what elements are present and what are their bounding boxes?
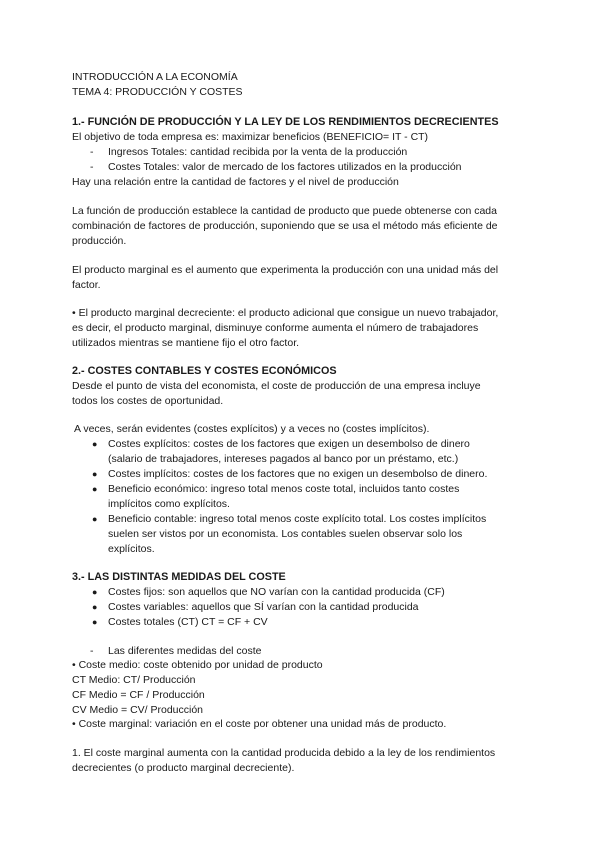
list-item: Costes variables: aquellos que SÍ varían con la cantidad producida [108,601,419,613]
cost-line: CF Medio = CF / Producción [72,689,205,701]
topic-title: TEMA 4: PRODUCCIÓN Y COSTES [72,86,243,98]
bullet-marker: ● [92,469,98,479]
dash-marker: - [90,161,94,173]
section1-heading: 1.- FUNCIÓN DE PRODUCCIÓN Y LA LEY DE LOS RENDIMIENTOS DECRECIENTES [72,116,499,128]
list-item-cont: implícitos como explícitos. [108,498,230,510]
dash-marker: - [90,645,94,657]
paragraph-line: factor. [72,279,101,291]
list-item-cont: suelen ser vistos por un economista. Los contables suelen observar solo los [108,528,463,540]
list-item-cont: explícitos. [108,543,155,555]
visibility-text: A veces, serán evidentes (costes explícitos) y a veces no (costes implícitos). [74,423,430,435]
cost-line: • Coste marginal: variación en el coste por obtener una unidad más de producto. [72,718,447,730]
list-item: Beneficio económico: ingreso total menos coste total, incluidos tanto costes [108,483,460,495]
dash-marker: - [90,146,94,158]
list-item: Beneficio contable: ingreso total menos coste explícito total. Los costes implícitos [108,513,487,525]
paragraph-line: • El producto marginal decreciente: el producto adicional que consigue un nuevo trabajador, [72,307,499,319]
list-item: Costes fijos: son aquellos que NO varían con la cantidad producida (CF) [108,586,445,598]
course-title: INTRODUCCIÓN A LA ECONOMÍA [72,71,238,83]
dash-item-medidas: Las diferentes medidas del coste [108,645,262,657]
cost-line: CV Medio = CV/ Producción [72,704,204,716]
paragraph-line: utilizados mientras se mantiene fijo el otro factor. [72,337,300,349]
bullet-marker: ● [92,514,98,524]
paragraph-line: La función de producción establece la cantidad de producto que puede obtenerse con cada [72,205,497,217]
cost-line: • Coste medio: coste obtenido por unidad de producto [72,659,323,671]
paragraph-line: combinación de factores de producción, suponiendo que se usa el método más eficiente de [72,220,498,232]
section2-heading: 2.- COSTES CONTABLES Y COSTES ECONÓMICOS [72,365,337,377]
objective-text: El objetivo de toda empresa es: maximizar beneficios (BENEFICIO= IT - CT) [72,131,429,143]
list-item: Costes implícitos: costes de los factores que no exigen un desembolso de dinero. [108,468,488,480]
paragraph-line: decrecientes (o producto marginal decreciente). [72,762,295,774]
bullet-marker: ● [92,587,98,597]
list-item: Costes totales (CT) CT = CF + CV [108,616,268,628]
paragraph-line: Desde el punto de vista del economista, el coste de producción de una empresa incluye [72,380,481,392]
list-item: Costes explícitos: costes de los factores que exigen un desembolso de dinero [108,438,470,450]
paragraph-line: El producto marginal es el aumento que experimenta la producción con una unidad más del [72,264,499,276]
bullet-marker: ● [92,439,98,449]
relation-text: Hay una relación entre la cantidad de factores y el nivel de producción [72,176,399,188]
cost-line: CT Medio: CT/ Producción [72,674,196,686]
bullet-marker: ● [92,602,98,612]
paragraph-line: 1. El coste marginal aumenta con la cantidad producida debido a la ley de los rendimientos [72,747,496,759]
section3-heading: 3.- LAS DISTINTAS MEDIDAS DEL COSTE [72,571,286,583]
bullet-marker: ● [92,617,98,627]
paragraph-line: es decir, el producto marginal, disminuye conforme aumenta el número de trabajadores [72,322,479,334]
bullet-marker: ● [92,484,98,494]
paragraph-line: todos los costes de oportunidad. [72,395,224,407]
dash-item-costes: Costes Totales: valor de mercado de los factores utilizados en la producción [108,161,462,173]
list-item-cont: (salario de trabajadores, intereses pagados al banco por un préstamo, etc.) [108,453,459,465]
dash-item-ingresos: Ingresos Totales: cantidad recibida por la venta de la producción [108,146,408,158]
paragraph-line: producción. [72,235,127,247]
